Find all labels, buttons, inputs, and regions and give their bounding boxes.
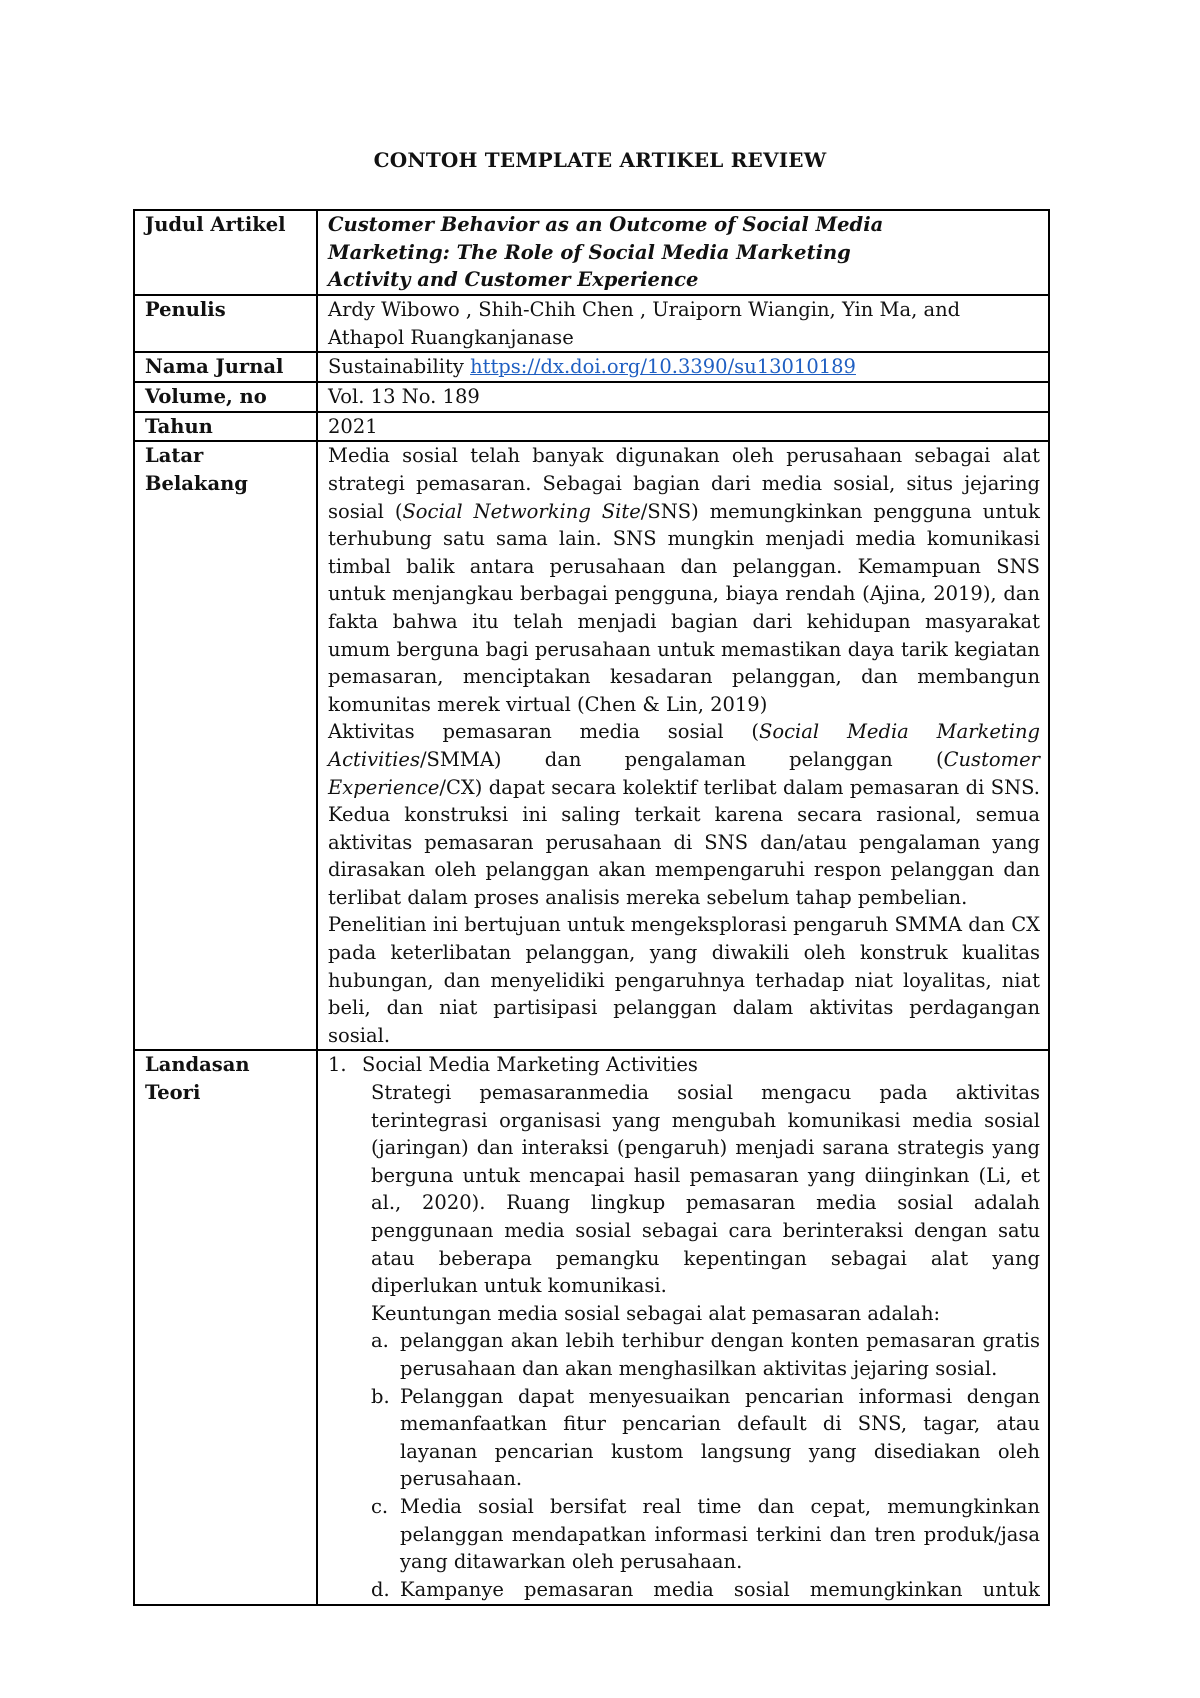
theory-item-1-heading: 1. Social Media Marketing Activities xyxy=(328,1053,698,1077)
row-nama-jurnal xyxy=(134,352,1049,382)
article-title-text: Customer Behavior as an Outcome of Social Media Marketing: The Role of Social Media Marketing Activity and Customer Experience xyxy=(328,213,884,292)
label-latar-belakang-text: Latar Belakang xyxy=(145,444,248,495)
theory-paragraph-2: Keuntungan media sosial sebagai alat pemasaran adalah: xyxy=(371,1301,941,1325)
year-value: 2021 xyxy=(317,412,1049,442)
background-paragraph-2: Aktivitas pemasaran media sosial (Social Media Marketing Activities/SMMA) dan pengalaman pelanggan (Customer Experience/CX) dapat secara kolektif terlibat dalam pemasaran di SNS. Kedua konstruksi ini saling terkait karena secara rasional, semua aktivitas pemasaran perusahaan di SNS dan/atau pengalaman yang dirasakan oleh pelanggan akan mempengaruhi respon pelanggan dan terlibat dalam proses analisis mereka sebelum tahap pembelian. xyxy=(328,720,1040,909)
row-volume xyxy=(134,382,1049,412)
list-item: b. Pelanggan dapat menyesuaikan pencarian informasi dengan memanfaatkan fitur pencarian default di SNS, tagar, atau layanan pencarian kustom langsung yang disediakan oleh perusahaan. xyxy=(371,1384,1040,1491)
row-judul-artikel xyxy=(134,210,1049,295)
article-title xyxy=(317,210,1049,295)
authors-text: Ardy Wibowo , Shih-Chih Chen , Uraiporn Wiangin, Yin Ma, and Athapol Ruangkanjanase xyxy=(328,298,961,349)
theory-text xyxy=(317,1050,1049,1604)
row-tahun xyxy=(134,412,1049,442)
label-nama-jurnal: Nama Jurnal xyxy=(134,352,317,382)
label-tahun: Tahun xyxy=(134,412,317,442)
label-judul-artikel: Judul Artikel xyxy=(134,210,317,295)
list-item: c. Media sosial bersifat real time dan cepat, memungkinkan pelanggan mendapatkan informasi terkini dan tren produk/jasa yang ditawarkan oleh perusahaan. xyxy=(371,1494,1040,1574)
theory-paragraph-1: Strategi pemasaranmedia sosial mengacu pada aktivitas terintegrasi organisasi yang mengubah komunikasi media sosial (jaringan) dan interaksi (pengaruh) menjadi sarana strategis yang berguna untuk mencapai hasil pemasaran yang diinginkan (Li, et al., 2020). Ruang lingkup pemasaran media sosial adalah penggunaan media sosial sebagai cara berinteraksi dengan satu atau beberapa pemangku kepentingan sebagai alat yang diperlukan untuk komunikasi. xyxy=(371,1081,1040,1298)
background-text xyxy=(317,441,1049,1050)
background-paragraph-1: Media sosial telah banyak digunakan oleh perusahaan sebagai alat strategi pemasaran. Sebagai bagian dari media sosial, situs jejaring sosial (Social Networking Site/SNS) memungkinkan pengguna untuk terhubung satu sama lain. SNS mungkin menjadi media komunikasi timbal balik antara perusahaan dan pelanggan. Kemampuan SNS untuk menjangkau berbagai pengguna, biaya rendah (Ajina, 2019), dan fakta bahwa itu telah menjadi bagian dari kehidupan masyarakat umum berguna bagi perusahaan untuk memastikan daya tarik kegiatan pemasaran, menciptakan kesadaran pelanggan, dan membangun komunitas merek virtual (Chen & Lin, 2019) xyxy=(328,444,1040,716)
journal xyxy=(317,352,1049,382)
label-landasan-teori xyxy=(134,1050,317,1604)
volume-value: Vol. 13 No. 189 xyxy=(317,382,1049,412)
authors xyxy=(317,295,1049,352)
row-penulis xyxy=(134,295,1049,352)
doi-link[interactable]: https://dx.doi.org/10.3390/su13010189 xyxy=(470,355,856,379)
journal-name: Sustainability xyxy=(328,355,464,379)
row-landasan-teori xyxy=(134,1050,1049,1604)
label-penulis: Penulis xyxy=(134,295,317,352)
page-title: CONTOH TEMPLATE ARTIKEL REVIEW xyxy=(373,148,827,172)
review-table xyxy=(133,209,1050,1606)
label-latar-belakang xyxy=(134,441,317,1050)
list-item: d. Kampanye pemasaran media sosial memungkinkan untuk xyxy=(371,1577,1040,1601)
row-latar-belakang xyxy=(134,441,1049,1050)
label-landasan-teori-text: Landasan Teori xyxy=(145,1053,250,1105)
list-item: a. pelanggan akan lebih terhibur dengan konten pemasaran gratis perusahaan dan akan menghasilkan aktivitas jejaring sosial. xyxy=(371,1329,1040,1380)
background-paragraph-3: Penelitian ini bertujuan untuk mengeksplorasi pengaruh SMMA dan CX pada keterlibatan pelanggan, yang diwakili oleh konstruk kualitas hubungan, dan menyelidiki pengaruhnya terhadap niat loyalitas, niat beli, dan niat partisipasi pelanggan dalam aktivitas perdagangan sosial. xyxy=(328,913,1040,1047)
label-volume: Volume, no xyxy=(134,382,317,412)
